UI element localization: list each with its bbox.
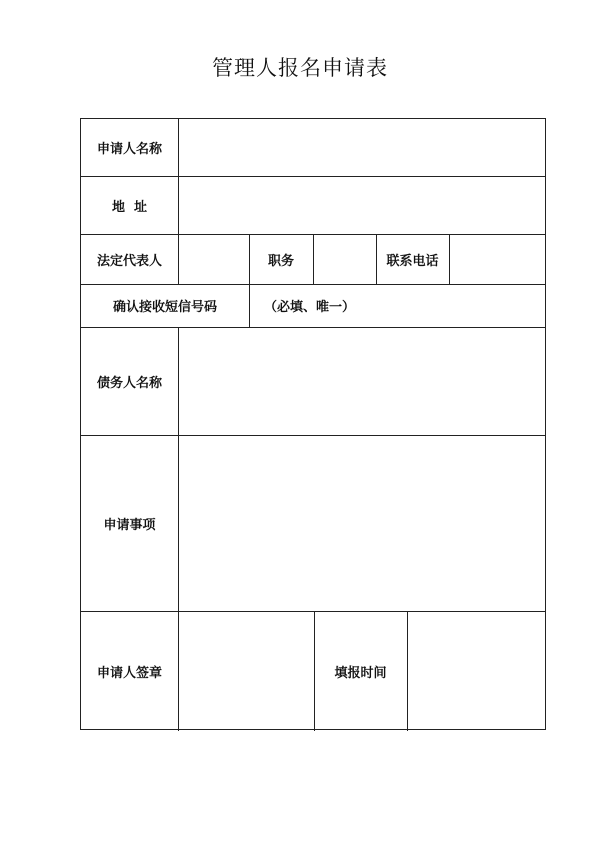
address-field[interactable] xyxy=(179,176,545,234)
applicant-name-label: 申请人名称 xyxy=(96,142,162,157)
application-matters-field[interactable] xyxy=(179,435,545,611)
applicant-name-field[interactable] xyxy=(179,119,545,176)
position-field[interactable] xyxy=(314,234,376,284)
legal-rep-field[interactable] xyxy=(179,234,249,284)
sms-number-label: 确认接收短信号码 xyxy=(112,300,217,315)
position-label: 职务 xyxy=(267,253,294,269)
fill-date-label: 填报时间 xyxy=(334,665,387,681)
applicant-seal-label: 申请人签章 xyxy=(96,665,162,681)
sms-number-field[interactable]: （必填、唯一） xyxy=(264,300,356,315)
phone-label: 联系电话 xyxy=(386,253,439,269)
phone-field[interactable] xyxy=(450,234,545,284)
application-form-table xyxy=(80,118,546,730)
applicant-seal-field[interactable] xyxy=(179,611,314,731)
application-matters-label: 申请事项 xyxy=(103,517,156,533)
debtor-name-field[interactable] xyxy=(179,327,545,435)
address-label: 地 址 xyxy=(111,199,148,215)
fill-date-field[interactable] xyxy=(408,611,545,731)
debtor-name-label: 债务人名称 xyxy=(96,375,162,391)
form-title: 管理人报名申请表 xyxy=(212,56,388,80)
legal-rep-label: 法定代表人 xyxy=(96,253,162,269)
